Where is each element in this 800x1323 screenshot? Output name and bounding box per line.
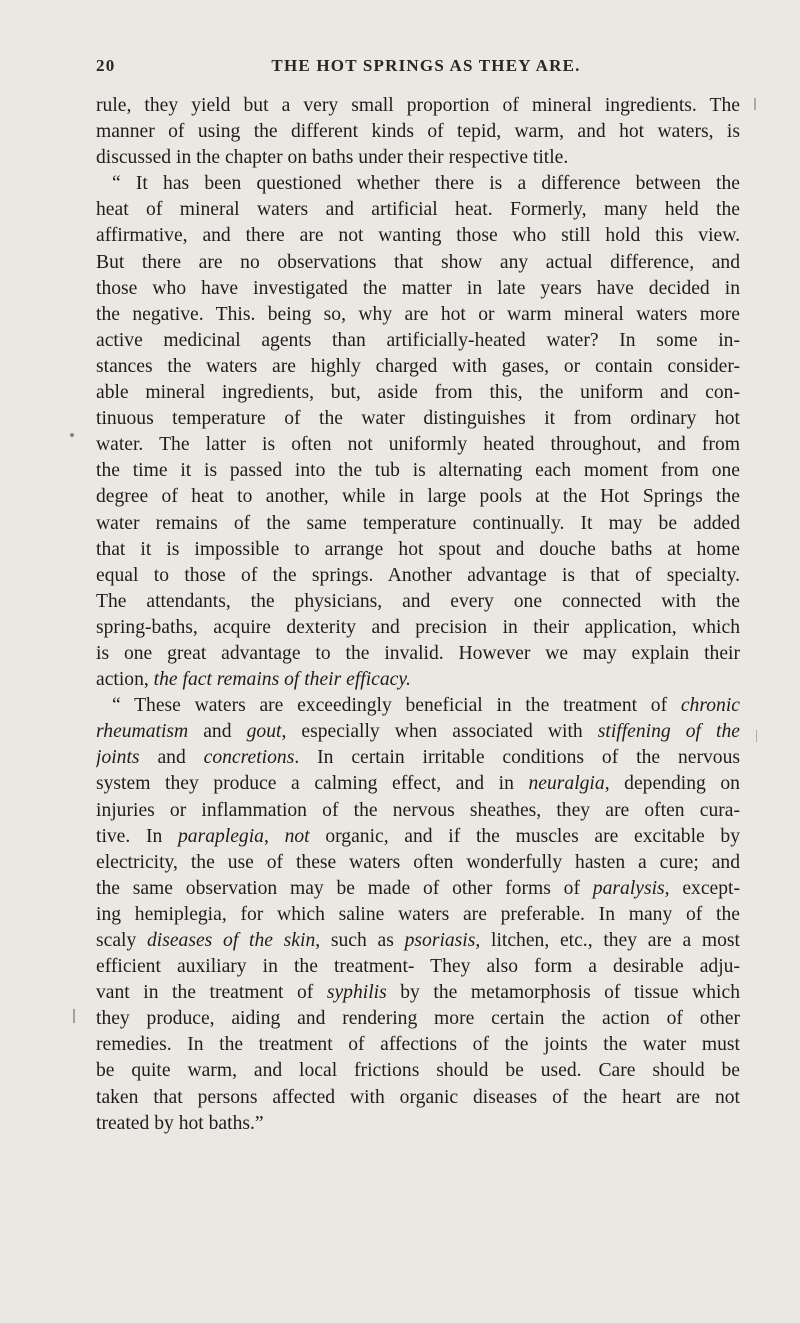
text-line: heat of mineral waters and artificial heat. Formerly, many held the	[96, 199, 740, 221]
text-line: efficient auxiliary in the treatment- They also form a desirable adju-	[96, 956, 740, 978]
text-line: electricity, the use of these waters often wonderfully hasten a cure; and	[96, 851, 740, 873]
text-line: But there are no observations that show any actual difference, and	[96, 251, 740, 273]
page-header	[96, 56, 736, 86]
text-line: be quite warm, and local frictions should be used. Care should be	[96, 1060, 740, 1082]
italic-phrase: paraplegia	[177, 825, 264, 847]
text-line: tive. In paraplegia, not organic, and if the muscles are excitable by	[96, 825, 740, 847]
text-line: manner of using the different kinds of tepid, warm, and hot waters, is	[96, 121, 740, 143]
text-line: stances the waters are highly charged with gases, or contain consider-	[96, 355, 740, 377]
text-line: ing hemiplegia, for which saline waters are preferable. In many of the	[96, 903, 740, 925]
italic-phrase: joints	[96, 747, 140, 769]
text-line: “ These waters are exceedingly beneficial in the treatment of chronic	[112, 695, 740, 717]
italic-phrase: psoriasis	[404, 930, 476, 951]
italic-phrase: chronic	[680, 695, 740, 717]
text-line: the same observation may be made of other forms of paralysis, except-	[96, 877, 740, 899]
text-line: that it is impossible to arrange hot spout and douche baths at home	[96, 538, 740, 560]
italic-phrase: not	[284, 825, 310, 847]
text-line: taken that persons affected with organic diseases of the heart are not	[96, 1086, 740, 1108]
text-line: they produce, aiding and rendering more certain the action of other	[96, 1008, 740, 1030]
text-line: those who have investigated the matter in late years have decided in	[96, 277, 740, 299]
text-line: “ It has been questioned whether there is a difference between the	[112, 173, 740, 195]
body-text	[96, 93, 740, 1137]
italic-phrase: rheumatism	[96, 721, 189, 743]
italic-phrase: concretions	[203, 747, 295, 769]
text-line: scaly diseases of the skin, such as psoriasis, litchen, etc., they are a most	[96, 930, 740, 951]
italic-phrase: the fact remains of their efficacy.	[153, 669, 411, 691]
text-line: degree of heat to another, while in large pools at the Hot Springs the	[96, 486, 740, 508]
text-line: rheumatism and gout, especially when associated with stiffening of the	[96, 721, 740, 743]
text-line: joints and concretions. In certain irritable conditions of the nervous	[96, 747, 740, 769]
text-line: system they produce a calming effect, and in neuralgia, depending on	[96, 773, 740, 795]
text-line: the negative. This. being so, why are hot or warm mineral waters more	[96, 303, 740, 325]
text-line: affirmative, and there are not wanting those who still hold this view.	[96, 225, 740, 247]
text-line: remedies. In the treatment of affections of the joints the water must	[96, 1034, 740, 1056]
text-line: active medicinal agents than artificially-heated water? In some in-	[96, 329, 740, 351]
text-line: water remains of the same temperature continually. It may be added	[96, 512, 740, 534]
text-line: water. The latter is often not uniformly heated throughout, and from	[96, 434, 740, 456]
text-line: vant in the treatment of syphilis by the metamorphosis of tissue which	[96, 982, 740, 1004]
italic-phrase: neuralgia	[528, 773, 605, 795]
italic-phrase: diseases of the skin	[147, 930, 316, 951]
text-line: is one great advantage to the invalid. However we may explain their	[96, 642, 740, 664]
page-number: 20	[96, 56, 116, 75]
italic-phrase: stiffening of the	[597, 721, 740, 743]
text-line: treated by hot baths.”	[96, 1112, 264, 1134]
scan-speck	[73, 1009, 75, 1023]
text-line: injuries or inflammation of the nervous sheathes, they are often cura-	[96, 799, 740, 821]
text-line: action, the fact remains of their efficacy.	[96, 669, 411, 691]
text-line: The attendants, the physicians, and every one connected with the	[96, 590, 740, 612]
italic-phrase: gout	[246, 721, 282, 743]
text-line: discussed in the chapter on baths under their respective title.	[96, 147, 569, 169]
text-line: able mineral ingredients, but, aside from this, the uniform and con-	[96, 382, 740, 404]
running-title: THE HOT SPRINGS AS THEY ARE.	[271, 56, 581, 75]
text-line: tinuous temperature of the water distinguishes it from ordinary hot	[96, 408, 740, 430]
italic-phrase: syphilis	[326, 982, 387, 1004]
scan-speck	[70, 433, 74, 437]
text-line: spring-baths, acquire dexterity and precision in their application, which	[96, 616, 740, 638]
text-line: equal to those of the springs. Another advantage is that of specialty.	[96, 564, 740, 586]
scan-speck	[754, 98, 756, 110]
text-line: the time it is passed into the tub is alternating each moment from one	[96, 460, 740, 482]
text-line: rule, they yield but a very small proportion of mineral ingredients. The	[96, 95, 740, 116]
scan-speck	[756, 730, 757, 742]
italic-phrase: paralysis	[592, 877, 665, 899]
